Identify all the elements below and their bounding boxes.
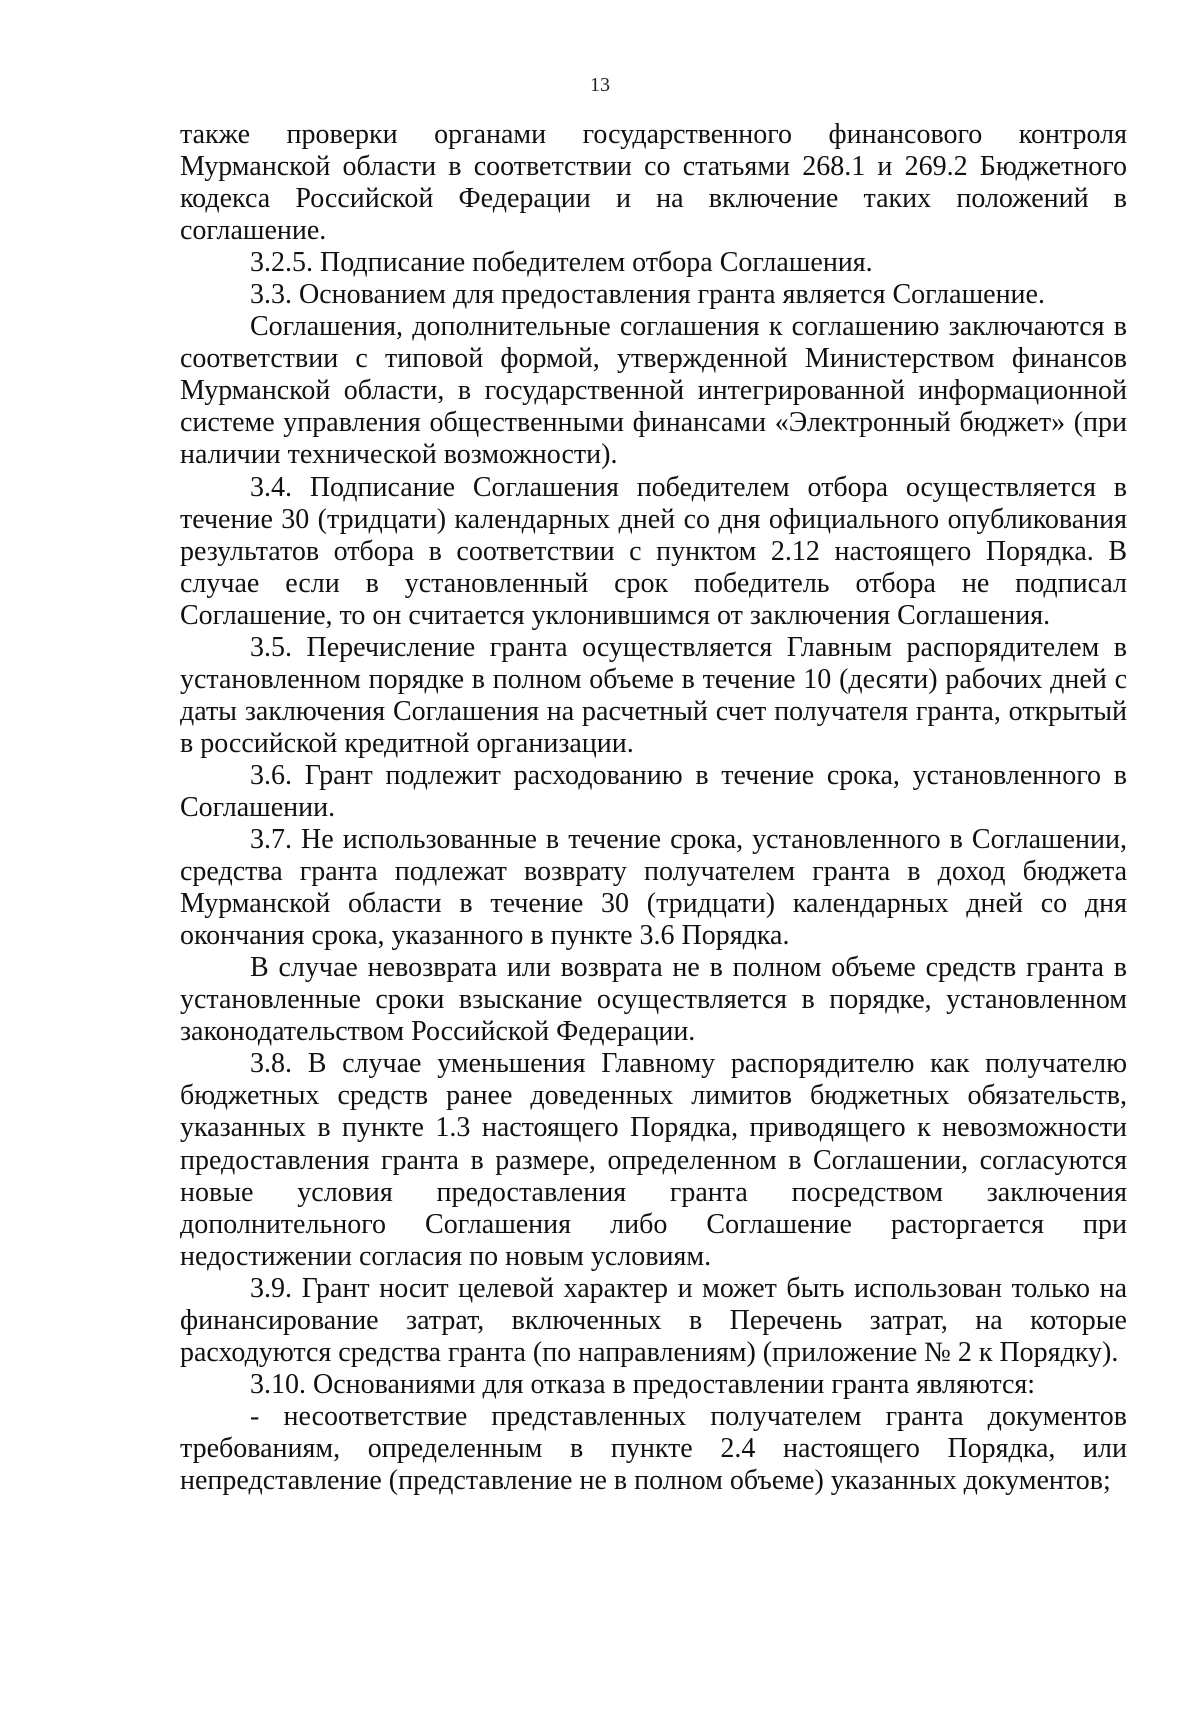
paragraph-3-7: 3.7. Не использованные в течение срока, установленного в Соглашении, средства гранта подлежат возврату получателем гранта в доход бюджета Мурманской области в течение 30 (тридцати) календарных дней со дня окончания срока, указанного в пункте 3.6 Порядка. [180, 824, 1127, 952]
paragraph-3-2-5: 3.2.5. Подписание победителем отбора Соглашения. [250, 247, 873, 279]
document-body [180, 119, 1127, 1497]
paragraph-3-8: 3.8. В случае уменьшения Главному распорядителю как получателю бюджетных средств ранее доведенных лимитов бюджетных обязательств, указанных в пункте 1.3 настоящего Порядка, приводящего к невозможности предоставления гранта в размере, определенном в Соглашении, согласуются новые условия предоставления гранта посредством заключения дополнительного Соглашения либо Соглашение расторгается при недостижении согласия по новым условиям. [180, 1048, 1127, 1272]
page-number: 13 [590, 74, 610, 96]
paragraph-3-10: 3.10. Основаниями для отказа в предоставлении гранта являются: [250, 1368, 1036, 1400]
paragraph-refusal-item-1: - несоответствие представленных получателем гранта документов требованиям, определенным в пункте 2.4 настоящего Порядка, или непредставление (представление не в полном объеме) указанных документов; [180, 1400, 1127, 1496]
paragraph-3-9: 3.9. Грант носит целевой характер и может быть использован только на финансирование затрат, включенных в Перечень затрат, на которые расходуются средства гранта (по направлениям) (приложение № 2 к Порядку). [180, 1272, 1127, 1368]
paragraph-1: также проверки органами государственного финансового контроля Мурманской области в соответствии со статьями 268.1 и 269.2 Бюджетного кодекса Российской Федерации и на включение таких положений в соглашение. [180, 119, 1127, 247]
paragraph-3-4: 3.4. Подписание Соглашения победителем отбора осуществляется в течение 30 (тридцати) календарных дней со дня официального опубликования результатов отбора в соответствии с пунктом 2.12 настоящего Порядка. В случае если в установленный срок победитель отбора не подписал Соглашение, то он считается уклонившимся от заключения Соглашения. [180, 471, 1127, 631]
paragraph-agreements: Соглашения, дополнительные соглашения к соглашению заключаются в соответствии с типовой формой, утвержденной Министерством финансов Мурманской области, в государственной интегрированной информационной системе управления общественными финансами «Электронный бюджет» (при наличии технической возможности). [180, 311, 1127, 471]
paragraph-nonreturn: В случае невозврата или возврата не в полном объеме средств гранта в установленные сроки взыскание осуществляется в порядке, установленном законодательством Российской Федерации. [180, 952, 1127, 1048]
paragraph-3-3: 3.3. Основанием для предоставления гранта является Соглашение. [250, 279, 1045, 311]
paragraph-3-6: 3.6. Грант подлежит расходованию в течение срока, установленного в Соглашении. [180, 759, 1127, 823]
paragraph-3-5: 3.5. Перечисление гранта осуществляется Главным распорядителем в установленном порядке в полном объеме в течение 10 (десяти) рабочих дней с даты заключения Соглашения на расчетный счет получателя гранта, открытый в российской кредитной организации. [180, 631, 1127, 759]
